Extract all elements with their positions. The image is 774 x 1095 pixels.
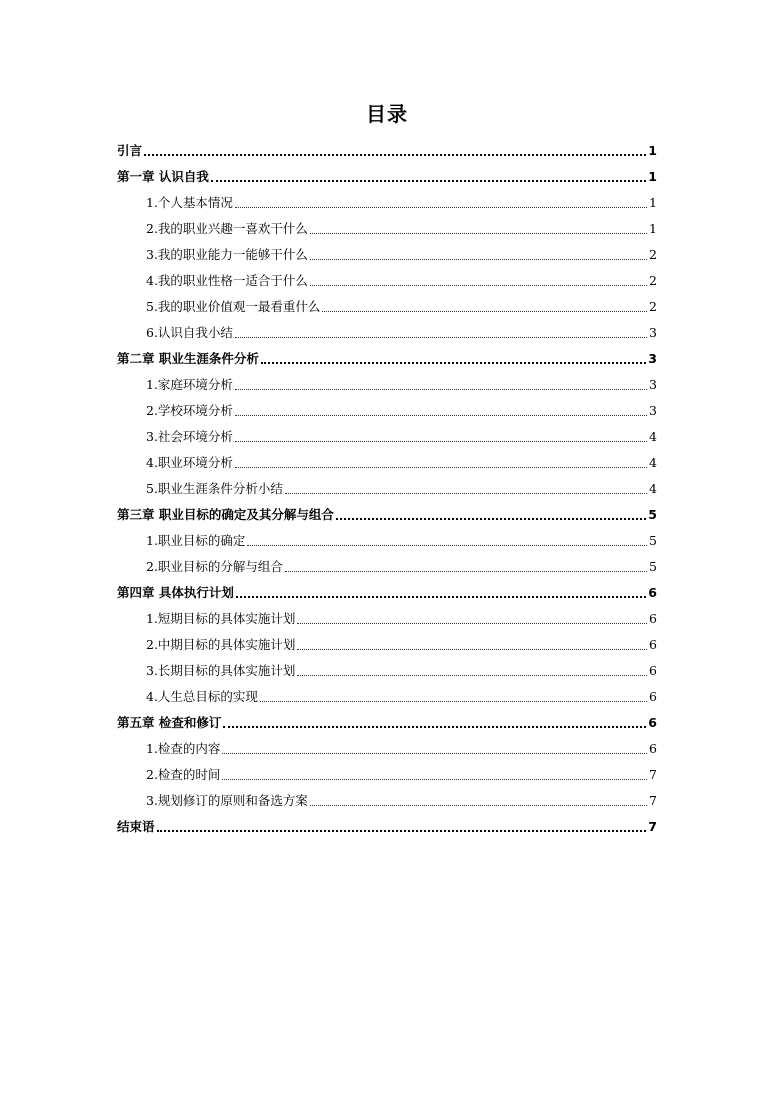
toc-section-entry[interactable]	[117, 268, 657, 294]
toc-section-entry[interactable]	[117, 424, 657, 450]
toc-dot-leader	[260, 700, 647, 702]
toc-entry-label: 2.中期目标的具体实施计划	[146, 637, 296, 652]
toc-dot-leader	[297, 674, 647, 676]
toc-page-number: 1	[649, 195, 657, 210]
toc-section-entry[interactable]	[117, 736, 657, 762]
toc-dot-leader	[222, 778, 647, 780]
toc-page-number: 3	[649, 403, 657, 418]
toc-page-number: 1	[648, 143, 657, 158]
toc-page-number: 5	[648, 507, 657, 522]
toc-entry-label: 第五章 检查和修订	[117, 715, 222, 730]
toc-entry-label: 1.家庭环境分析	[146, 377, 233, 392]
toc-entry-label: 第四章 具体执行计划	[117, 585, 234, 600]
toc-dot-leader	[310, 804, 647, 806]
toc-dot-leader	[235, 440, 647, 442]
toc-entry-label: 1.检查的内容	[146, 741, 221, 756]
toc-dot-leader	[222, 752, 647, 754]
toc-entry-label: 2.职业目标的分解与组合	[146, 559, 283, 574]
toc-page-number: 6	[649, 611, 657, 626]
toc-section-entry[interactable]	[117, 242, 657, 268]
toc-dot-leader	[261, 361, 646, 364]
toc-dot-leader	[157, 829, 647, 832]
toc-dot-leader	[236, 595, 646, 598]
toc-page-number: 5	[649, 533, 657, 548]
toc-entry-label: 5.我的职业价值观一最看重什么	[146, 299, 321, 314]
toc-entry-label: 2.我的职业兴趣一喜欢干什么	[146, 221, 308, 236]
toc-dot-leader	[144, 153, 646, 156]
toc-dot-leader	[223, 725, 646, 728]
toc-entry-label: 1.个人基本情况	[146, 195, 233, 210]
toc-chapter-entry[interactable]	[117, 502, 657, 528]
toc-chapter-entry[interactable]	[117, 580, 657, 606]
toc-section-entry[interactable]	[117, 632, 657, 658]
toc-dot-leader	[285, 570, 647, 572]
toc-entry-label: 结束语	[117, 819, 155, 834]
toc-entry-label: 3.我的职业能力一能够干什么	[146, 247, 308, 262]
toc-section-entry[interactable]	[117, 320, 657, 346]
toc-section-entry[interactable]	[117, 398, 657, 424]
toc-section-entry[interactable]	[117, 528, 657, 554]
toc-dot-leader	[247, 544, 647, 546]
toc-page-number: 7	[649, 793, 657, 808]
toc-entry-label: 2.检查的时间	[146, 767, 221, 782]
toc-page-number: 6	[649, 689, 657, 704]
toc-chapter-entry[interactable]	[117, 138, 657, 164]
toc-dot-leader	[297, 622, 647, 624]
toc-entry-label: 5.职业生涯条件分析小结	[146, 481, 283, 496]
toc-page-number: 2	[649, 273, 657, 288]
toc-page-number: 7	[649, 767, 657, 782]
toc-page-number: 6	[649, 637, 657, 652]
toc-entry-label: 2.学校环境分析	[146, 403, 233, 418]
toc-page-number: 3	[648, 351, 657, 366]
toc-dot-leader	[235, 336, 647, 338]
toc-page-number: 4	[649, 455, 657, 470]
toc-entry-label: 4.我的职业性格一适合于什么	[146, 273, 308, 288]
toc-chapter-entry[interactable]	[117, 814, 657, 840]
toc-dot-leader	[235, 414, 647, 416]
toc-section-entry[interactable]	[117, 658, 657, 684]
toc-section-entry[interactable]	[117, 294, 657, 320]
toc-section-entry[interactable]	[117, 190, 657, 216]
toc-section-entry[interactable]	[117, 554, 657, 580]
toc-dot-leader	[297, 648, 647, 650]
toc-page-number: 2	[649, 247, 657, 262]
toc-entry-label: 第一章 认识自我	[117, 169, 209, 184]
toc-entry-label: 3.长期目标的具体实施计划	[146, 663, 296, 678]
toc-dot-leader	[322, 310, 647, 312]
toc-page-number: 1	[649, 221, 657, 236]
toc-page-number: 2	[649, 299, 657, 314]
toc-section-entry[interactable]	[117, 450, 657, 476]
toc-page-number: 4	[649, 481, 657, 496]
toc-page-number: 6	[649, 663, 657, 678]
toc-section-entry[interactable]	[117, 684, 657, 710]
toc-entry-label: 1.职业目标的确定	[146, 533, 246, 548]
toc-dot-leader	[310, 232, 647, 234]
toc-entry-label: 1.短期目标的具体实施计划	[146, 611, 296, 626]
toc-dot-leader	[211, 179, 646, 182]
toc-entry-label: 第二章 职业生涯条件分析	[117, 351, 259, 366]
toc-entry-label: 第三章 职业目标的确定及其分解与组合	[117, 507, 334, 522]
toc-page-number: 4	[649, 429, 657, 444]
toc-section-entry[interactable]	[117, 606, 657, 632]
toc-page-number: 3	[649, 325, 657, 340]
page-title: 目录	[366, 102, 408, 126]
toc-entry-label: 引言	[117, 143, 143, 158]
toc-chapter-entry[interactable]	[117, 710, 657, 736]
toc-entry-label: 6.认识自我小结	[146, 325, 233, 340]
toc-dot-leader	[235, 206, 647, 208]
toc-section-entry[interactable]	[117, 476, 657, 502]
toc-page-number: 7	[648, 819, 657, 834]
toc-entry-label: 4.人生总目标的实现	[146, 689, 258, 704]
toc-chapter-entry[interactable]	[117, 346, 657, 372]
toc-page-number: 6	[649, 741, 657, 756]
toc-page-number: 6	[648, 715, 657, 730]
toc-section-entry[interactable]	[117, 372, 657, 398]
table-of-contents	[117, 138, 657, 840]
toc-dot-leader	[285, 492, 647, 494]
toc-dot-leader	[310, 258, 647, 260]
toc-page-number: 1	[648, 169, 657, 184]
toc-entry-label: 3.社会环境分析	[146, 429, 233, 444]
toc-dot-leader	[235, 388, 647, 390]
toc-page-number: 3	[649, 377, 657, 392]
toc-dot-leader	[336, 517, 646, 520]
toc-dot-leader	[235, 466, 647, 468]
toc-entry-label: 3.规划修订的原则和备选方案	[146, 793, 308, 808]
toc-page-number: 6	[648, 585, 657, 600]
toc-section-entry[interactable]	[117, 216, 657, 242]
toc-page-number: 5	[649, 559, 657, 574]
toc-entry-label: 4.职业环境分析	[146, 455, 233, 470]
toc-section-entry[interactable]	[117, 788, 657, 814]
toc-dot-leader	[310, 284, 647, 286]
toc-chapter-entry[interactable]	[117, 164, 657, 190]
toc-section-entry[interactable]	[117, 762, 657, 788]
